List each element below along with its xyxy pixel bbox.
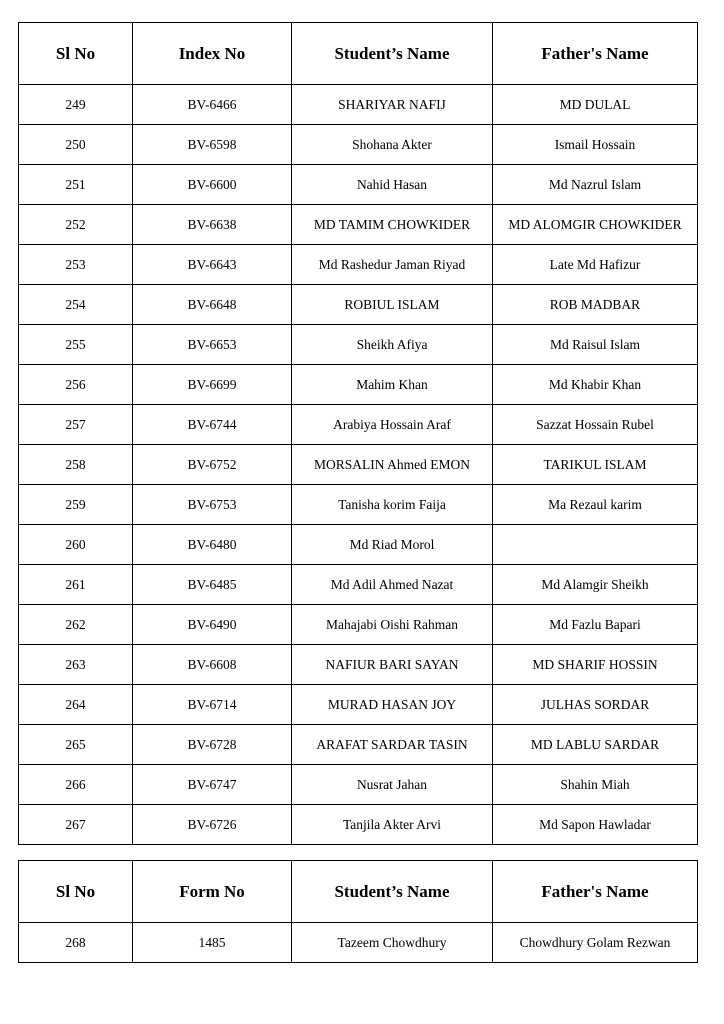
cell-student-name: Md Adil Ahmed Nazat	[292, 565, 493, 605]
cell-number: BV-6728	[133, 725, 292, 765]
cell-student-name: Mahim Khan	[292, 365, 493, 405]
cell-student-name: MORSALIN Ahmed EMON	[292, 445, 493, 485]
cell-father-name: MD ALOMGIR CHOWKIDER	[493, 205, 698, 245]
cell-number: BV-6714	[133, 685, 292, 725]
table-row	[19, 365, 698, 405]
header-student-name: Student’s Name	[292, 861, 493, 923]
cell-father-name: Chowdhury Golam Rezwan	[493, 923, 698, 963]
cell-sl-no: 253	[19, 245, 133, 285]
cell-sl-no: 249	[19, 85, 133, 125]
cell-number: 1485	[133, 923, 292, 963]
cell-student-name: Tanisha korim Faija	[292, 485, 493, 525]
header-index-no: Index No	[133, 23, 292, 85]
table-row	[19, 205, 698, 245]
cell-number: BV-6726	[133, 805, 292, 845]
cell-sl-no: 262	[19, 605, 133, 645]
cell-sl-no: 258	[19, 445, 133, 485]
cell-number: BV-6598	[133, 125, 292, 165]
table-row	[19, 285, 698, 325]
cell-sl-no: 255	[19, 325, 133, 365]
cell-number: BV-6485	[133, 565, 292, 605]
table-row	[19, 245, 698, 285]
table-row	[19, 85, 698, 125]
cell-number: BV-6638	[133, 205, 292, 245]
cell-sl-no: 260	[19, 525, 133, 565]
table-row	[19, 725, 698, 765]
cell-sl-no: 250	[19, 125, 133, 165]
cell-number: BV-6753	[133, 485, 292, 525]
cell-sl-no: 254	[19, 285, 133, 325]
cell-student-name: SHARIYAR NAFIJ	[292, 85, 493, 125]
header-father-name: Father's Name	[493, 23, 698, 85]
cell-number: BV-6490	[133, 605, 292, 645]
cell-father-name: MD DULAL	[493, 85, 698, 125]
cell-student-name: Shohana Akter	[292, 125, 493, 165]
cell-sl-no: 251	[19, 165, 133, 205]
table-row	[19, 325, 698, 365]
table-row	[19, 605, 698, 645]
student-list-table	[18, 22, 698, 845]
cell-student-name: Nahid Hasan	[292, 165, 493, 205]
cell-number: BV-6752	[133, 445, 292, 485]
cell-number: BV-6744	[133, 405, 292, 445]
cell-father-name: TARIKUL ISLAM	[493, 445, 698, 485]
header-row	[19, 23, 698, 85]
cell-student-name: Nusrat Jahan	[292, 765, 493, 805]
cell-sl-no: 259	[19, 485, 133, 525]
cell-father-name: Late Md Hafizur	[493, 245, 698, 285]
table-row	[19, 405, 698, 445]
cell-student-name: MURAD HASAN JOY	[292, 685, 493, 725]
cell-father-name: Ismail Hossain	[493, 125, 698, 165]
cell-number: BV-6600	[133, 165, 292, 205]
cell-student-name: Tazeem Chowdhury	[292, 923, 493, 963]
cell-sl-no: 264	[19, 685, 133, 725]
cell-father-name: Md Nazrul Islam	[493, 165, 698, 205]
cell-father-name: ROB MADBAR	[493, 285, 698, 325]
cell-student-name: ARAFAT SARDAR TASIN	[292, 725, 493, 765]
cell-sl-no: 268	[19, 923, 133, 963]
table-row	[19, 525, 698, 565]
cell-student-name: Md Rashedur Jaman Riyad	[292, 245, 493, 285]
cell-student-name: Mahajabi Oishi Rahman	[292, 605, 493, 645]
cell-father-name: MD SHARIF HOSSIN	[493, 645, 698, 685]
cell-sl-no: 267	[19, 805, 133, 845]
header-form-no: Form No	[133, 861, 292, 923]
cell-student-name: Arabiya Hossain Araf	[292, 405, 493, 445]
student-list-body	[19, 85, 698, 845]
table-row	[19, 805, 698, 845]
cell-student-name: Md Riad Morol	[292, 525, 493, 565]
cell-father-name: Shahin Miah	[493, 765, 698, 805]
cell-number: BV-6653	[133, 325, 292, 365]
cell-number: BV-6747	[133, 765, 292, 805]
cell-father-name: Md Alamgir Sheikh	[493, 565, 698, 605]
table-row	[19, 923, 698, 963]
cell-father-name: Md Khabir Khan	[493, 365, 698, 405]
table-row	[19, 445, 698, 485]
cell-number: BV-6648	[133, 285, 292, 325]
cell-student-name: Sheikh Afiya	[292, 325, 493, 365]
cell-sl-no: 265	[19, 725, 133, 765]
cell-sl-no: 266	[19, 765, 133, 805]
cell-student-name: MD TAMIM CHOWKIDER	[292, 205, 493, 245]
form-list-body	[19, 923, 698, 963]
cell-student-name: Tanjila Akter Arvi	[292, 805, 493, 845]
cell-sl-no: 252	[19, 205, 133, 245]
cell-number: BV-6699	[133, 365, 292, 405]
table-row	[19, 165, 698, 205]
header-sl-no: Sl No	[19, 23, 133, 85]
cell-sl-no: 261	[19, 565, 133, 605]
cell-number: BV-6608	[133, 645, 292, 685]
cell-father-name: Sazzat Hossain Rubel	[493, 405, 698, 445]
table-row	[19, 565, 698, 605]
table-row	[19, 765, 698, 805]
cell-father-name: Ma Rezaul karim	[493, 485, 698, 525]
cell-father-name: Md Fazlu Bapari	[493, 605, 698, 645]
cell-sl-no: 256	[19, 365, 133, 405]
cell-father-name: JULHAS SORDAR	[493, 685, 698, 725]
form-list-table	[18, 860, 698, 963]
cell-father-name	[493, 525, 698, 565]
cell-number: BV-6480	[133, 525, 292, 565]
cell-father-name: Md Raisul Islam	[493, 325, 698, 365]
cell-number: BV-6643	[133, 245, 292, 285]
header-row	[19, 861, 698, 923]
header-student-name: Student’s Name	[292, 23, 493, 85]
cell-sl-no: 257	[19, 405, 133, 445]
cell-father-name: MD LABLU SARDAR	[493, 725, 698, 765]
cell-number: BV-6466	[133, 85, 292, 125]
header-father-name: Father's Name	[493, 861, 698, 923]
cell-father-name: Md Sapon Hawladar	[493, 805, 698, 845]
cell-sl-no: 263	[19, 645, 133, 685]
header-sl-no: Sl No	[19, 861, 133, 923]
table-row	[19, 645, 698, 685]
table-row	[19, 485, 698, 525]
cell-student-name: NAFIUR BARI SAYAN	[292, 645, 493, 685]
table-row	[19, 685, 698, 725]
table-row	[19, 125, 698, 165]
cell-student-name: ROBIUL ISLAM	[292, 285, 493, 325]
